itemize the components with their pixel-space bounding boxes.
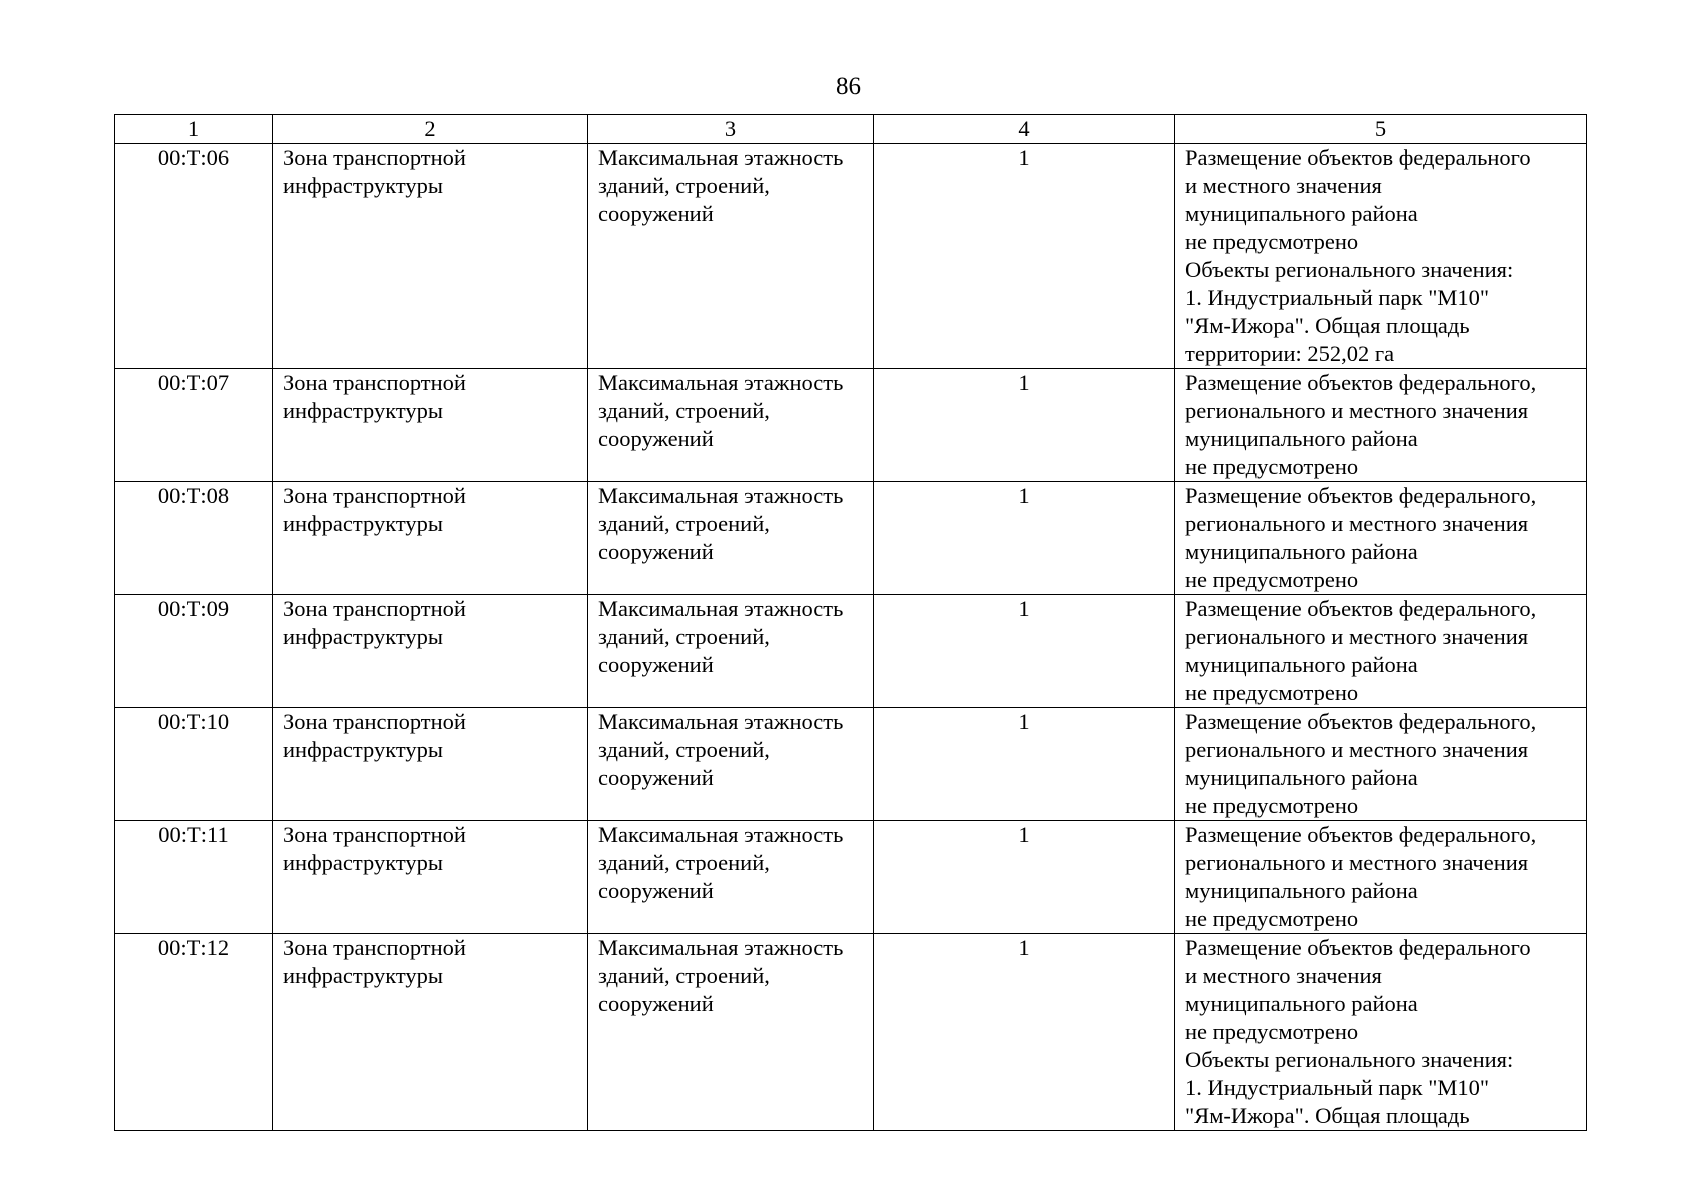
column-header-2: 2 — [273, 115, 588, 144]
notes-line: регионального и местного значения — [1185, 511, 1529, 536]
parameter-value: 1 — [1018, 822, 1030, 847]
page-number: 86 — [836, 73, 861, 100]
zone-name-line: Зона транспортной — [283, 709, 466, 734]
notes-line: муниципального района — [1185, 878, 1418, 903]
parameter-value: 1 — [1018, 709, 1030, 734]
table-row — [115, 821, 1587, 934]
notes-line: муниципального района — [1185, 201, 1418, 226]
table-row — [115, 934, 1587, 1131]
notes-line: Размещение объектов федерального — [1185, 145, 1531, 170]
value-cell — [874, 821, 1175, 934]
notes-line: не предусмотрено — [1185, 1019, 1359, 1044]
parameter-line: Максимальная этажность — [598, 596, 844, 621]
zone-code: 00:Т:07 — [157, 370, 230, 395]
parameter-line: сооружений — [598, 201, 714, 226]
zone-code-cell — [115, 144, 273, 369]
notes-line: Размещение объектов федерального, — [1185, 370, 1537, 395]
parameter-line: зданий, строений, — [598, 963, 770, 988]
parameter-line: зданий, строений, — [598, 624, 770, 649]
zone-code-cell — [115, 821, 273, 934]
notes-line: не предусмотрено — [1185, 680, 1359, 705]
zone-name-line: инфраструктуры — [283, 963, 443, 988]
notes-line: "Ям-Ижора". Общая площадь — [1185, 313, 1470, 338]
notes-line: Объекты регионального значения: — [1185, 257, 1514, 282]
notes-line: Размещение объектов федерального, — [1185, 709, 1537, 734]
zone-name-line: Зона транспортной — [283, 483, 466, 508]
header-row — [115, 115, 1587, 144]
parameter-value: 1 — [1018, 935, 1030, 960]
zones-table — [114, 114, 1587, 1131]
zone-name-line: Зона транспортной — [283, 370, 466, 395]
parameter-line: Максимальная этажность — [598, 935, 844, 960]
parameter-line: сооружений — [598, 426, 714, 451]
zone-name-line: инфраструктуры — [283, 173, 443, 198]
zone-name-cell — [273, 595, 588, 708]
notes-line: муниципального района — [1185, 426, 1418, 451]
zone-name-line: инфраструктуры — [283, 624, 443, 649]
zone-name-cell — [273, 482, 588, 595]
value-cell — [874, 144, 1175, 369]
value-cell — [874, 934, 1175, 1131]
zone-code: 00:Т:08 — [157, 483, 230, 508]
parameter-value: 1 — [1018, 483, 1030, 508]
notes-line: Размещение объектов федерального, — [1185, 483, 1537, 508]
parameter-line: сооружений — [598, 652, 714, 677]
parameter-cell — [588, 369, 874, 482]
parameter-line: Максимальная этажность — [598, 709, 844, 734]
parameter-line: зданий, строений, — [598, 850, 770, 875]
zone-name-line: инфраструктуры — [283, 511, 443, 536]
column-header-1: 1 — [115, 115, 273, 144]
parameter-line: Максимальная этажность — [598, 483, 844, 508]
notes-line: Размещение объектов федерального — [1185, 935, 1531, 960]
zone-code-cell — [115, 934, 273, 1131]
notes-cell — [1175, 934, 1587, 1131]
parameter-cell — [588, 144, 874, 369]
zone-name-cell — [273, 821, 588, 934]
notes-line: "Ям-Ижора". Общая площадь — [1185, 1103, 1470, 1128]
parameter-line: сооружений — [598, 878, 714, 903]
notes-line: регионального и местного значения — [1185, 398, 1529, 423]
notes-line: не предусмотрено — [1185, 906, 1359, 931]
zone-code: 00:Т:12 — [157, 935, 230, 960]
notes-cell — [1175, 595, 1587, 708]
notes-line: и местного значения — [1185, 963, 1382, 988]
zone-name-line: инфраструктуры — [283, 398, 443, 423]
zone-code-cell — [115, 369, 273, 482]
table-body — [115, 144, 1587, 1131]
table-row — [115, 482, 1587, 595]
notes-line: регионального и местного значения — [1185, 624, 1529, 649]
parameter-line: сооружений — [598, 539, 714, 564]
notes-line: муниципального района — [1185, 652, 1418, 677]
parameter-value: 1 — [1018, 596, 1030, 621]
notes-line: муниципального района — [1185, 765, 1418, 790]
value-cell — [874, 482, 1175, 595]
notes-line: не предусмотрено — [1185, 793, 1359, 818]
notes-line: не предусмотрено — [1185, 567, 1359, 592]
parameter-cell — [588, 708, 874, 821]
notes-line: регионального и местного значения — [1185, 737, 1529, 762]
table-row — [115, 595, 1587, 708]
zone-name-line: инфраструктуры — [283, 737, 443, 762]
notes-line: Размещение объектов федерального, — [1185, 822, 1537, 847]
notes-line: не предусмотрено — [1185, 229, 1359, 254]
parameter-cell — [588, 595, 874, 708]
parameter-line: зданий, строений, — [598, 737, 770, 762]
notes-cell — [1175, 482, 1587, 595]
parameter-cell — [588, 934, 874, 1131]
table-row — [115, 144, 1587, 369]
notes-cell — [1175, 708, 1587, 821]
parameter-cell — [588, 482, 874, 595]
parameter-line: Максимальная этажность — [598, 145, 844, 170]
notes-cell — [1175, 369, 1587, 482]
zone-code: 00:Т:11 — [158, 822, 229, 847]
notes-line: регионального и местного значения — [1185, 850, 1529, 875]
zone-code: 00:Т:09 — [157, 596, 230, 621]
zone-name-line: Зона транспортной — [283, 145, 466, 170]
zone-name-cell — [273, 369, 588, 482]
notes-cell — [1175, 821, 1587, 934]
value-cell — [874, 708, 1175, 821]
parameter-line: Максимальная этажность — [598, 822, 844, 847]
zone-code-cell — [115, 708, 273, 821]
notes-line: Объекты регионального значения: — [1185, 1047, 1514, 1072]
parameter-value: 1 — [1018, 145, 1030, 170]
column-header-3: 3 — [588, 115, 874, 144]
value-cell — [874, 369, 1175, 482]
notes-cell — [1175, 144, 1587, 369]
parameter-line: сооружений — [598, 765, 714, 790]
notes-line: не предусмотрено — [1185, 454, 1359, 479]
notes-line: Размещение объектов федерального, — [1185, 596, 1537, 621]
column-header-5: 5 — [1175, 115, 1587, 144]
zone-code-cell — [115, 595, 273, 708]
zone-name-cell — [273, 934, 588, 1131]
notes-line: муниципального района — [1185, 991, 1418, 1016]
parameter-line: зданий, строений, — [598, 511, 770, 536]
zone-name-cell — [273, 144, 588, 369]
parameter-line: зданий, строений, — [598, 398, 770, 423]
table-header — [115, 115, 1587, 144]
notes-line: 1. Индустриальный парк "М10" — [1185, 285, 1490, 310]
parameter-value: 1 — [1018, 370, 1030, 395]
table-row — [115, 369, 1587, 482]
parameter-line: зданий, строений, — [598, 173, 770, 198]
parameter-cell — [588, 821, 874, 934]
notes-line: территории: 252,02 га — [1185, 341, 1395, 366]
table-row — [115, 708, 1587, 821]
zone-name-line: Зона транспортной — [283, 935, 466, 960]
zone-name-cell — [273, 708, 588, 821]
value-cell — [874, 595, 1175, 708]
parameter-line: сооружений — [598, 991, 714, 1016]
column-header-4: 4 — [874, 115, 1175, 144]
notes-line: и местного значения — [1185, 173, 1382, 198]
notes-line: 1. Индустриальный парк "М10" — [1185, 1075, 1490, 1100]
zone-code: 00:Т:10 — [157, 709, 230, 734]
zone-name-line: инфраструктуры — [283, 850, 443, 875]
zone-code: 00:Т:06 — [157, 145, 230, 170]
parameter-line: Максимальная этажность — [598, 370, 844, 395]
zone-name-line: Зона транспортной — [283, 822, 466, 847]
zone-code-cell — [115, 482, 273, 595]
notes-line: муниципального района — [1185, 539, 1418, 564]
zone-name-line: Зона транспортной — [283, 596, 466, 621]
